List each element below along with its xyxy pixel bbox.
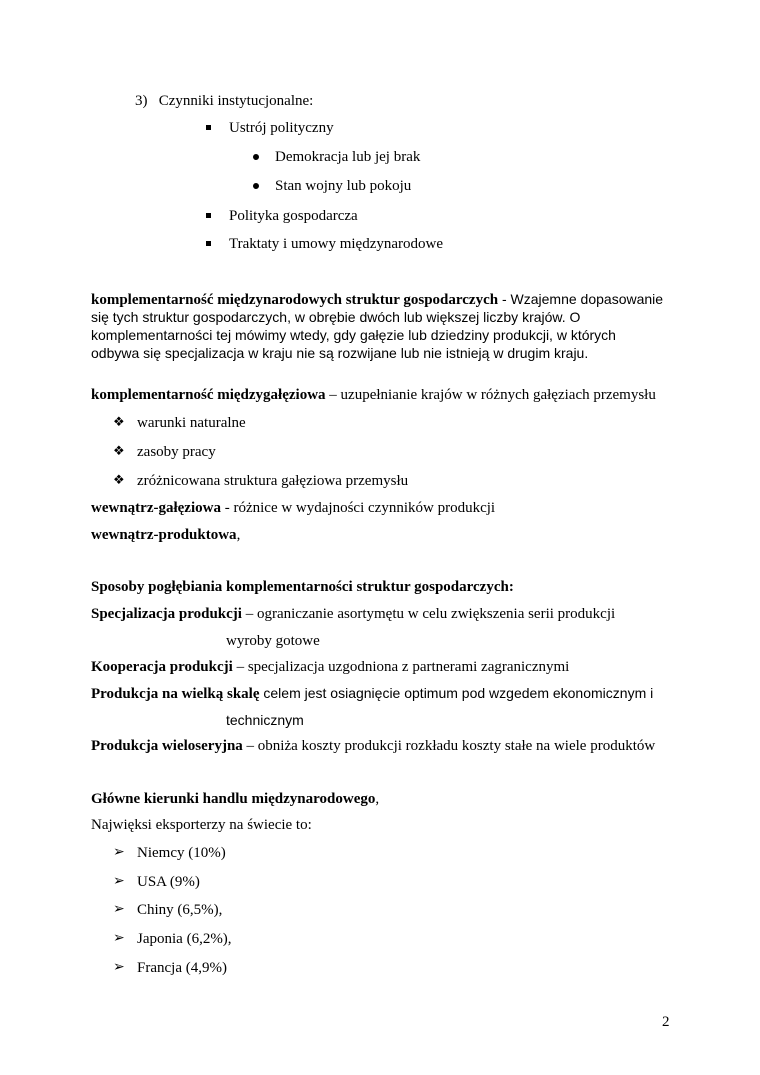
exporter-item: USA (9%) [137,874,200,890]
square-bullet-icon [206,125,211,130]
list-item: Polityka gospodarcza [229,208,358,224]
specialization-term: Specjalizacja produkcji [91,606,242,622]
list-item: zasoby pracy [137,444,216,460]
intra-branch-definition: - różnice w wydajności czynników produkcji [220,500,496,516]
list-number: 3) [135,93,148,109]
inter-branch-definition: – uzupełnianie krajów w różnych gałęziach przemysłu [325,387,656,403]
specialization-definition: – ograniczanie asortymętu w celu zwiększenia serii produkcji [241,606,616,622]
list-item: Stan wojny lub pokoju [275,178,412,194]
methods-heading [91,578,514,596]
trade-heading-text: Główne kierunki handlu międzynarodowego [91,791,376,807]
list-heading: Czynniki instytucjonalne: [158,93,314,109]
diamond-bullet-icon: ❖ [113,472,125,487]
complementarity-line: się tych struktur gospodarczych, w obrębie dwóch lub większej liczby krajów. O [91,309,581,325]
multi-series-definition: – obniża koszty produkcji rozkładu koszty stałe na wiele produktów [242,738,656,754]
arrow-bullet-icon: ➢ [113,845,125,860]
arrow-bullet-icon: ➢ [113,931,125,946]
page-number: 2 [662,1014,670,1030]
complementarity-line: odbywa się specjalizacja w kraju nie są rozwijane lub nie istnieją w drugim kraju. [91,345,589,361]
trade-intro: Najwięksi eksporterzy na świecie to: [91,817,312,833]
arrow-bullet-icon: ➢ [113,902,125,917]
large-scale-line [91,684,653,703]
complementarity-line: komplementarności tej mówimy wtedy, gdy gałęzie lub dziedziny produkcji, w których [91,327,616,343]
trade-heading-suffix: , [375,791,380,807]
large-scale-continuation: technicznym [226,712,304,728]
list-item-institutional-factors [135,92,313,110]
round-bullet-icon [253,183,259,189]
square-bullet-icon [206,213,211,218]
list-item: Traktaty i umowy międzynarodowe [229,236,443,252]
intra-product-suffix: , [236,527,241,543]
arrow-bullet-icon: ➢ [113,874,125,889]
inter-branch-term: komplementarność międzygałęziowa [91,387,326,403]
diamond-bullet-icon: ❖ [113,414,125,429]
intra-product-term: wewnątrz-produktowa [91,527,237,543]
exporter-item: Niemcy (10%) [137,845,226,861]
list-item: Demokracja lub jej brak [275,149,421,165]
intra-branch-term: wewnątrz-gałęziowa [91,500,221,516]
square-bullet-icon [206,241,211,246]
cooperation-definition: – specjalizacja uzgodniona z partnerami zagranicznymi [232,659,570,675]
methods-heading-text: Sposoby pogłębiania komplementarności struktur gospodarczych: [91,579,514,595]
complementarity-definition: - Wzajemne dopasowanie [498,291,664,307]
large-scale-term: Produkcja na wielką skalę [91,686,260,702]
cooperation-term: Kooperacja produkcji [91,659,233,675]
intra-product-line [91,526,240,544]
cooperation-line [91,658,569,676]
exporter-item: Chiny (6,5%), [137,902,223,918]
trade-heading [91,790,379,808]
complementarity-paragraph-line [91,290,663,309]
multi-series-term: Produkcja wieloseryjna [91,738,243,754]
specialization-continuation: wyroby gotowe [226,633,320,649]
multi-series-line [91,737,655,755]
round-bullet-icon [253,154,259,160]
complementarity-term: komplementarność międzynarodowych struktur gospodarczych [91,292,499,308]
inter-branch-line [91,386,656,404]
list-item: Ustrój polityczny [229,120,334,136]
diamond-bullet-icon: ❖ [113,443,125,458]
intra-branch-line [91,499,495,517]
list-item: warunki naturalne [137,415,246,431]
large-scale-definition: celem jest osiagnięcie optimum pod wzgedem ekonomicznym i [259,685,654,701]
exporter-item: Francja (4,9%) [137,960,227,976]
list-item: zróżnicowana struktura gałęziowa przemysłu [137,473,409,489]
specialization-line [91,605,615,623]
arrow-bullet-icon: ➢ [113,960,125,975]
exporter-item: Japonia (6,2%), [137,931,232,947]
